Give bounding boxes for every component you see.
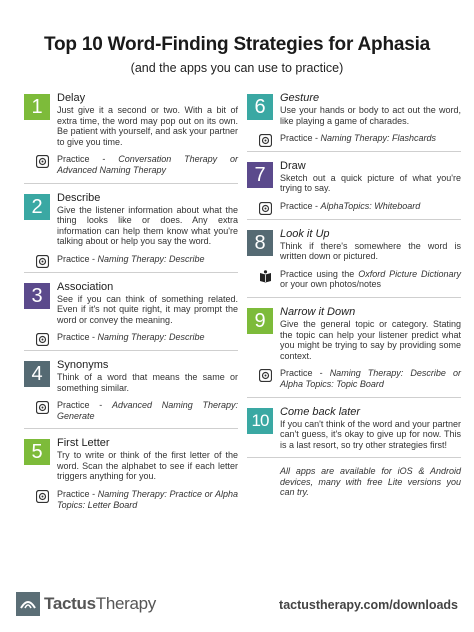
app-icon <box>259 369 272 382</box>
apps-availability-note: All apps are available for iOS & Android devices, many with free Lite versions you can try. <box>280 466 461 498</box>
strategy-description: If you can't think of the word and your partner can't guess, it's okay to give up for now. This is a last resort, so try other strategies first! <box>280 418 461 450</box>
app-icon <box>259 134 272 147</box>
practice-app: Naming Therapy: Practice or Alpha Topics: Letter Board <box>57 489 238 510</box>
practice-line <box>24 332 238 343</box>
strategy-heading: First Letter <box>57 437 110 450</box>
practice-label: Practice - <box>57 489 98 500</box>
app-icon <box>36 490 49 503</box>
strategy-heading: Association <box>57 280 114 293</box>
divider <box>24 183 238 184</box>
brand-bold: Tactus <box>44 594 96 613</box>
practice-app: Naming Therapy: Describe or Alpha Topics: Topic Board <box>280 368 461 389</box>
divider <box>24 350 238 351</box>
downloads-link[interactable]: tactustherapy.com/downloads <box>279 598 458 612</box>
page-title: Top 10 Word-Finding Strategies for Aphasia <box>43 34 431 55</box>
practice-label: Practice - <box>57 154 119 165</box>
strategy-number-9: 9 <box>247 308 273 334</box>
book-icon <box>259 270 272 283</box>
strategy-4 <box>24 359 238 421</box>
app-icon <box>36 333 49 346</box>
strategy-5 <box>24 437 238 510</box>
strategy-heading: Describe <box>57 191 101 204</box>
strategy-description: Give the general topic or category. Stating the topic can help your listener predict what you might be trying to say by providing some context. <box>280 318 461 361</box>
strategy-description: Try to write or think of the first letter of the word. Scan the alphabet to see if each letter triggers anything for you. <box>57 450 238 482</box>
app-icon <box>36 155 49 168</box>
app-icon <box>36 255 49 268</box>
brand-name <box>44 594 156 614</box>
strategy-number-6: 6 <box>247 94 273 120</box>
practice-app: Naming Therapy: Describe <box>97 332 205 343</box>
practice-line <box>247 201 461 212</box>
strategy-heading: Delay <box>57 92 86 104</box>
app-icon <box>259 202 272 215</box>
strategy-2 <box>24 192 238 265</box>
strategy-heading: Look it Up <box>280 227 330 240</box>
practice-line <box>24 154 238 175</box>
practice-label: Practice - <box>280 133 321 144</box>
strategy-7 <box>247 160 461 212</box>
strategy-description: Use your hands or body to act out the word, like playing a game of charades. <box>280 105 461 126</box>
brand-rest: Therapy <box>95 594 156 613</box>
divider <box>247 219 461 220</box>
app-icon <box>36 401 49 414</box>
strategy-heading: Gesture <box>280 92 320 104</box>
strategy-heading: Narrow it Down <box>280 305 356 318</box>
strategy-heading: Draw <box>280 159 306 172</box>
strategy-number-4: 4 <box>24 361 50 387</box>
strategy-heading: Synonyms <box>57 358 109 371</box>
practice-tail: or your own photos/notes <box>280 279 382 290</box>
strategy-number-3: 3 <box>24 283 50 309</box>
practice-line <box>24 254 238 265</box>
strategy-number-8: 8 <box>247 230 273 256</box>
divider <box>247 397 461 398</box>
tactus-logo-icon <box>16 592 40 616</box>
strategy-number-7: 7 <box>247 162 273 188</box>
strategy-10 <box>247 406 461 451</box>
practice-app: Naming Therapy: Flashcards <box>320 133 437 144</box>
strategy-number-10: 10 <box>247 408 273 434</box>
page-subtitle: (and the apps you can use to practice) <box>130 61 344 75</box>
left-column <box>24 92 238 510</box>
practice-label: Practice - <box>280 200 321 211</box>
strategy-9 <box>247 306 461 390</box>
strategy-description: Just give it a second or two. With a bit of extra time, the word may pop out on its own. Be patient with yourself, and ask your partner to give you time. <box>57 105 238 147</box>
practice-line <box>24 400 238 421</box>
strategy-description: Give the listener information about what the thing looks like or does. Any extra information can help them know what you're talking about or help you say the word. <box>57 204 238 247</box>
practice-app: Oxford Picture Dictionary <box>358 268 461 279</box>
strategy-8 <box>247 228 461 290</box>
footer <box>16 590 458 620</box>
practice-label: Practice - <box>57 400 112 411</box>
divider <box>24 428 238 429</box>
strategy-description: Think of a word that means the same or something similar. <box>57 371 238 393</box>
strategy-number-2: 2 <box>24 194 50 220</box>
practice-line <box>247 269 461 290</box>
practice-app: AlphaTopics: Whiteboard <box>320 200 421 211</box>
practice-app: Advanced Naming Therapy: Generate <box>57 400 239 421</box>
strategy-description: See if you can think of something related. Even if it's not quite right, it may prompt the word or convey the meaning. <box>57 293 238 325</box>
strategy-1 <box>24 92 238 176</box>
practice-line <box>24 489 238 510</box>
divider <box>24 272 238 273</box>
practice-label: Practice - <box>57 253 98 264</box>
practice-label: Practice - <box>280 368 330 379</box>
strategy-6 <box>247 92 461 144</box>
divider <box>247 297 461 298</box>
right-column <box>247 92 461 498</box>
divider <box>247 151 461 152</box>
practice-label: Practice - <box>57 332 98 343</box>
practice-line <box>247 133 461 144</box>
strategy-description: Sketch out a quick picture of what you're trying to say. <box>280 172 461 194</box>
strategy-3 <box>24 281 238 343</box>
strategy-number-1: 1 <box>24 94 50 120</box>
strategy-number-5: 5 <box>24 439 50 465</box>
practice-app: Naming Therapy: Describe <box>97 253 205 264</box>
strategy-description: Think if there's somewhere the word is written down or pictured. <box>280 240 461 262</box>
practice-line <box>247 368 461 389</box>
practice-app: Conversation Therapy or Advanced Naming Therapy <box>57 154 238 175</box>
practice-label: Practice using the <box>280 268 359 279</box>
divider <box>247 457 461 458</box>
strategy-heading: Come back later <box>280 405 361 418</box>
